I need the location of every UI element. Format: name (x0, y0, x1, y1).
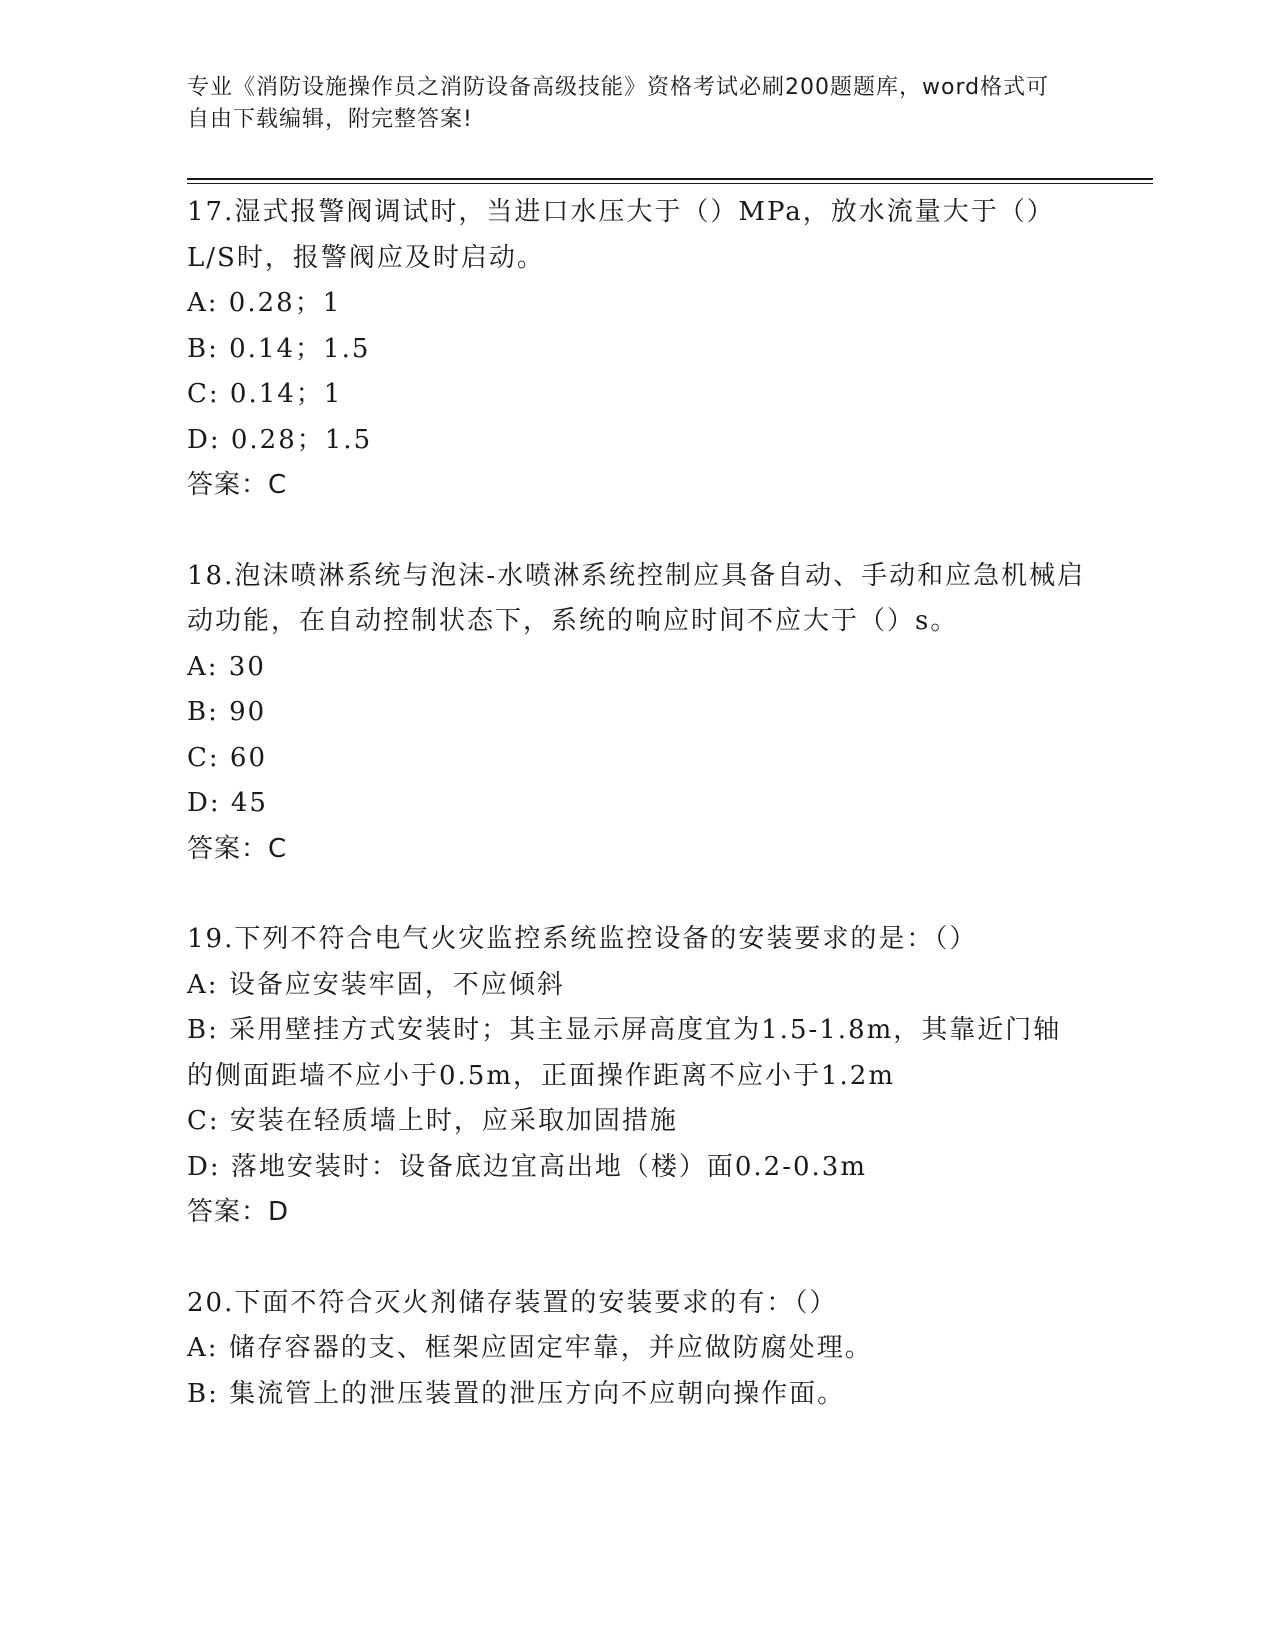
option-a: A: 30 (187, 651, 266, 682)
option-d: D: 45 (187, 788, 268, 818)
question-19 (187, 917, 1087, 1236)
question-stem: 20.下面不符合灭火剂储存装置的安装要求的有：（） (187, 1287, 838, 1318)
option-d: D: 0.28；1.5 (187, 424, 373, 455)
option-b: B: 采用壁挂方式安装时；其主显示屏高度宜为1.5-1.8m，其靠近门轴的侧面距墙不应小于0.5m，正面操作距离不应小于1.2m (187, 1015, 1062, 1091)
header-divider-thin (187, 183, 1153, 184)
option-c: C: 0.14；1 (187, 379, 343, 409)
question-17 (187, 190, 1087, 509)
option-a: A: 0.28；1 (187, 288, 342, 318)
option-c: C: 60 (187, 742, 268, 773)
question-stem: 18.泡沫喷淋系统与泡沫-水喷淋系统控制应具备自动、手动和应急机械启动功能，在自动控制状态下，系统的响应时间不应大于（）s。 (187, 560, 1086, 636)
header-divider (187, 178, 1153, 180)
question-list (187, 190, 1087, 1462)
option-c: C: 安装在轻质墙上时，应采取加固措施 (187, 1106, 678, 1136)
option-a: A: 设备应安装牢固，不应倾斜 (187, 969, 565, 1000)
answer-line: 答案：C (187, 470, 288, 500)
option-b: B: 90 (187, 697, 267, 727)
question-stem: 17.湿式报警阀调试时，当进口水压大于（）MPa，放水流量大于（）L/S时，报警阀应及时启动。 (187, 197, 1055, 273)
option-a: A: 储存容器的支、框架应固定牢靠，并应做防腐处理。 (187, 1333, 873, 1363)
question-18 (187, 554, 1087, 873)
question-20 (187, 1281, 1087, 1418)
question-stem: 19.下列不符合电气火灾监控系统监控设备的安装要求的是：（） (187, 924, 978, 954)
option-b: B: 0.14；1.5 (187, 333, 371, 364)
option-d: D: 落地安装时：设备底边宜高出地（楼）面0.2-0.3m (187, 1151, 868, 1182)
answer-line: 答案：D (187, 1197, 290, 1227)
option-b: B: 集流管上的泄压装置的泄压方向不应朝向操作面。 (187, 1378, 846, 1409)
answer-line: 答案：C (187, 833, 288, 864)
document-header: 专业《消防设施操作员之消防设备高级技能》资格考试必刷200题题库，word格式可自由下载编辑，附完整答案! (187, 75, 1050, 132)
